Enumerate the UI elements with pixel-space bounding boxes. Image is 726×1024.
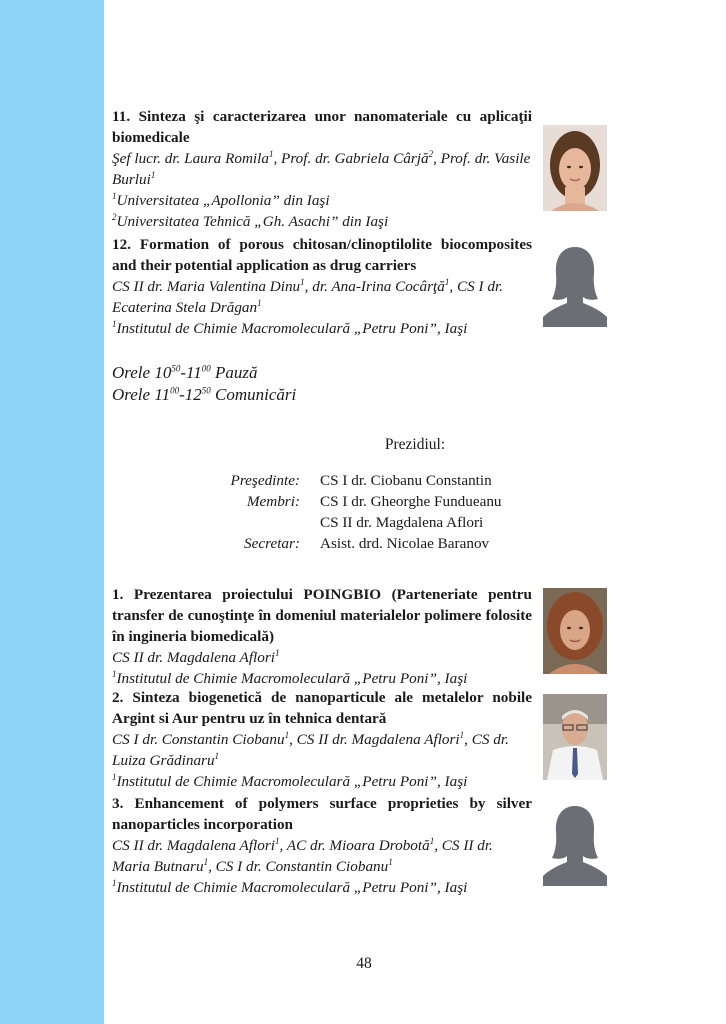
entry-affiliation: $^1$Institutul de Chimie Macromoleculară „Petru Poni”, Iaşi (112, 877, 468, 896)
entry-affiliation: $^1$Institutul de Chimie Macromoleculară „Petru Poni”, Iaşi (112, 668, 468, 687)
portrait-woman-curly-photo (543, 588, 607, 674)
entry-authors: Şef lucr. dr. Laura Romila$^1$, Prof. dr. Gabriela Cârjă$^2$, Prof. dr. Vasile Burlui$^1$ (112, 148, 531, 188)
entry-affiliation: $^2$Universitatea Tehnică „Gh. Asachi” din Iaşi (112, 211, 389, 230)
presidium-heading: Prezidiul: (384, 436, 446, 453)
presidium-name: CS II dr. Magdalena Aflori (320, 514, 484, 531)
entry-title: 1. Prezentarea proiectului POINGBIO (Parteneriate pentru transfer de cunoştinţe în domeniul materialelor polimere folosite în ingineria biomedicală) (112, 586, 532, 645)
female-silhouette-icon (543, 800, 607, 886)
entry-11 (112, 106, 532, 232)
entry-affiliation: $^1$Institutul de Chimie Macromoleculară „Petru Poni”, Iaşi (112, 771, 468, 790)
entry-title: 3. Enhancement of polymers surface proprieties by silver nanoparticles incorporation (112, 795, 532, 833)
presidium-role: Membri: (246, 493, 300, 510)
female-silhouette-icon (543, 241, 607, 327)
entry-1 (112, 584, 532, 689)
portrait-woman-photo (543, 125, 607, 211)
communications-time: Orele $11^{00}-12^{50}$ Comunicări (112, 385, 297, 404)
entry-title: 12. Formation of porous chitosan/clinoptilolite biocomposites and their potential application as drug carriers (112, 236, 532, 274)
entry-title: 11. Sinteza şi caracterizarea unor nanomateriale cu aplicaţii biomedicale (112, 108, 532, 146)
presidium-name: CS I dr. Ciobanu Constantin (320, 472, 492, 489)
presidium-role: Secretar: (244, 535, 300, 552)
presidium-name: Asist. drd. Nicolae Baranov (320, 535, 490, 552)
entry-authors: CS II dr. Magdalena Aflori$^1$, AC dr. Mioara Drobotă$^1$, CS II dr. Maria Butnaru$^1$, CS I dr. Constantin Ciobanu$^1$ (112, 835, 493, 875)
entry-authors: CS II dr. Magdalena Aflori$^1$ (112, 647, 280, 666)
entry-12 (112, 234, 532, 339)
portrait-man-photo (543, 694, 607, 780)
presidium-name: CS I dr. Gheorghe Fundueanu (320, 493, 502, 510)
page-number: 48 (356, 955, 372, 972)
pause-time: Orele $10^{50}-11^{00}$ Pauză (112, 363, 258, 382)
presidium-role: Preşedinte: (230, 472, 300, 489)
entry-authors: CS I dr. Constantin Ciobanu$^1$, CS II dr. Magdalena Aflori$^1$, CS dr. Luiza Grădinaru$^1$ (112, 729, 509, 769)
entry-2 (112, 687, 532, 792)
blue-sidebar (0, 0, 104, 1024)
entry-affiliation: $^1$Universitatea „Apollonia” din Iaşi (112, 190, 330, 209)
entry-title: 2. Sinteza biogenetică de nanoparticule ale metalelor nobile Argint si Aur pentru uz în tehnica dentară (112, 689, 532, 727)
entry-authors: CS II dr. Maria Valentina Dinu$^1$, dr. Ana-Irina Cocârţă$^1$, CS I dr. Ecaterina Stela Drăgan$^1$ (112, 276, 503, 316)
entry-affiliation: $^1$Institutul de Chimie Macromoleculară „Petru Poni”, Iaşi (112, 318, 468, 337)
entry-3 (112, 793, 532, 898)
